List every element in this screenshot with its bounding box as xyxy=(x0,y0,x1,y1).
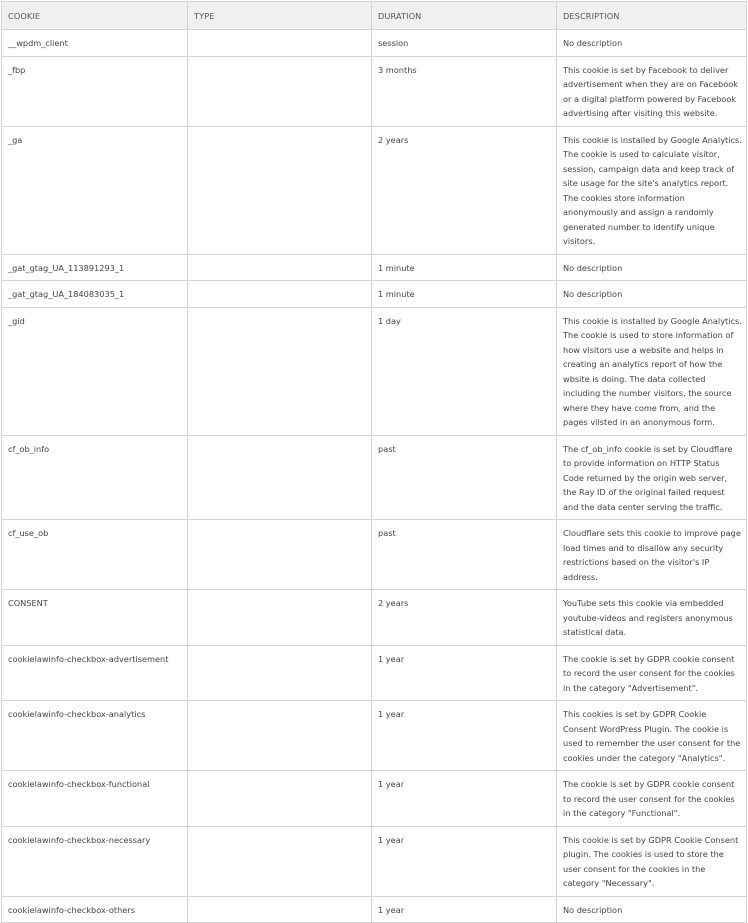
cookie-name-cell: cookielawinfo-checkbox-necessary xyxy=(2,826,188,896)
cookie-description-cell: The cf_ob_info cookie is set by Cloudflare to provide information on HTTP Status Code returned by the origin web server, the Ray ID of the original failed request and the data center serving the traffic. xyxy=(557,435,747,520)
cookie-duration-cell: 1 year xyxy=(372,896,557,923)
cookie-description-cell: This cookie is set by Facebook to deliver advertisement when they are on Facebook or a digital platform powered by Facebook advertising after visiting this website. xyxy=(557,56,747,126)
table-row xyxy=(2,56,747,126)
cookie-description-cell: Cloudflare sets this cookie to improve page load times and to disallow any security restrictions based on the visitor's IP address. xyxy=(557,520,747,590)
cookie-description-cell: YouTube sets this cookie via embedded youtube-videos and registers anonymous statistical data. xyxy=(557,590,747,646)
cookie-type-cell xyxy=(188,307,372,435)
cookie-table xyxy=(1,1,747,923)
cookie-description-cell: The cookie is set by GDPR cookie consent to record the user consent for the cookies in the category "Advertisement". xyxy=(557,645,747,701)
cookie-description-cell: No description xyxy=(557,281,747,308)
column-header-duration: DURATION xyxy=(372,2,557,30)
cookie-type-cell xyxy=(188,771,372,827)
cookie-type-cell xyxy=(188,520,372,590)
cookie-description-cell: This cookie is installed by Google Analytics. The cookie is used to calculate visitor, session, campaign data and keep track of site usage for the site's analytics report. The cookies store information anonymously and assign a randomly generated number to identify unique visitors. xyxy=(557,126,747,254)
table-row xyxy=(2,896,747,923)
table-row xyxy=(2,30,747,57)
table-row xyxy=(2,435,747,520)
cookie-type-cell xyxy=(188,435,372,520)
cookie-description-cell: This cookie is installed by Google Analytics. The cookie is used to store information of how visitors use a website and helps in creating an analytics report of how the wbsite is doing. The data collected including the number visitors, the source where they have come from, and the pages viisted in an anonymous form. xyxy=(557,307,747,435)
cookie-duration-cell: 1 minute xyxy=(372,281,557,308)
cookie-name-cell: cf_use_ob xyxy=(2,520,188,590)
table-row xyxy=(2,307,747,435)
cookie-duration-cell: 1 minute xyxy=(372,254,557,281)
cookie-type-cell xyxy=(188,645,372,701)
cookie-description-cell: No description xyxy=(557,254,747,281)
cookie-duration-cell: 2 years xyxy=(372,126,557,254)
cookie-duration-cell: past xyxy=(372,520,557,590)
cookie-name-cell: cookielawinfo-checkbox-advertisement xyxy=(2,645,188,701)
table-row xyxy=(2,590,747,646)
cookie-description-cell: This cookies is set by GDPR Cookie Consent WordPress Plugin. The cookie is used to remember the user consent for the cookies under the category "Analytics". xyxy=(557,701,747,771)
cookie-type-cell xyxy=(188,56,372,126)
cookie-description-cell: The cookie is set by GDPR cookie consent to record the user consent for the cookies in the category "Functional". xyxy=(557,771,747,827)
cookie-description-cell: No description xyxy=(557,896,747,923)
cookie-description-cell: This cookie is set by GDPR Cookie Consent plugin. The cookies is used to store the user consent for the cookies in the category "Necessary". xyxy=(557,826,747,896)
column-header-cookie: COOKIE xyxy=(2,2,188,30)
cookie-duration-cell: 1 year xyxy=(372,701,557,771)
cookie-type-cell xyxy=(188,281,372,308)
cookie-name-cell: CONSENT xyxy=(2,590,188,646)
table-row xyxy=(2,645,747,701)
cookie-name-cell: _gat_gtag_UA_184083035_1 xyxy=(2,281,188,308)
table-row xyxy=(2,281,747,308)
cookie-type-cell xyxy=(188,126,372,254)
table-body xyxy=(2,30,747,923)
cookie-name-cell: cf_ob_info xyxy=(2,435,188,520)
table-header xyxy=(2,2,747,30)
cookie-duration-cell: session xyxy=(372,30,557,57)
column-header-type: TYPE xyxy=(188,2,372,30)
cookie-duration-cell: 3 months xyxy=(372,56,557,126)
table-row xyxy=(2,126,747,254)
cookie-type-cell xyxy=(188,30,372,57)
cookie-duration-cell: 1 day xyxy=(372,307,557,435)
cookie-duration-cell: 2 years xyxy=(372,590,557,646)
cookie-name-cell: _gat_gtag_UA_113891293_1 xyxy=(2,254,188,281)
cookie-type-cell xyxy=(188,896,372,923)
cookie-name-cell: _fbp xyxy=(2,56,188,126)
cookie-duration-cell: past xyxy=(372,435,557,520)
cookie-duration-cell: 1 year xyxy=(372,771,557,827)
cookie-name-cell: __wpdm_client xyxy=(2,30,188,57)
table-row xyxy=(2,701,747,771)
cookie-duration-cell: 1 year xyxy=(372,645,557,701)
cookie-name-cell: _ga xyxy=(2,126,188,254)
cookie-name-cell: _gid xyxy=(2,307,188,435)
cookie-name-cell: cookielawinfo-checkbox-analytics xyxy=(2,701,188,771)
cookie-type-cell xyxy=(188,254,372,281)
cookie-table-container xyxy=(1,1,746,923)
table-row xyxy=(2,254,747,281)
column-header-description: DESCRIPTION xyxy=(557,2,747,30)
cookie-type-cell xyxy=(188,590,372,646)
cookie-type-cell xyxy=(188,701,372,771)
table-row xyxy=(2,520,747,590)
cookie-duration-cell: 1 year xyxy=(372,826,557,896)
cookie-description-cell: No description xyxy=(557,30,747,57)
cookie-name-cell: cookielawinfo-checkbox-functional xyxy=(2,771,188,827)
cookie-name-cell: cookielawinfo-checkbox-others xyxy=(2,896,188,923)
header-row xyxy=(2,2,747,30)
table-row xyxy=(2,771,747,827)
